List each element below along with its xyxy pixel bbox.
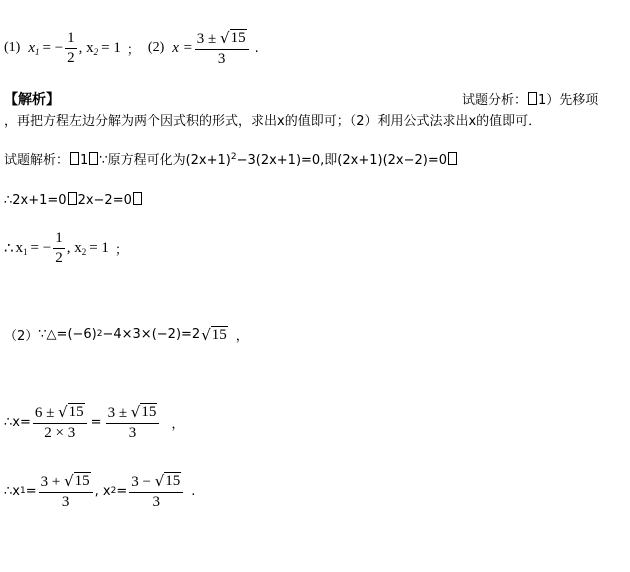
part1-label: (1) bbox=[4, 40, 21, 55]
roots-line: ∴x 1 = 3 + √ 15 3 , x 2 = 3 − √ 15 3 . bbox=[4, 471, 196, 510]
period: . bbox=[254, 40, 259, 56]
solution-line-1: 试题解析： 1 ∵原方程可化为$(2x+1)^2-3(2x+1)=0$,即(2x+1)(2x−2)=0 bbox=[4, 149, 458, 168]
fraction-formula-1: 6 ± √ 15 2 × 3 bbox=[33, 403, 87, 442]
solution-line-3: ∴ $x_1$ = − $\frac{1}{2}$ , $x_2$ = 1 ； bbox=[4, 229, 128, 266]
missing-glyph-icon bbox=[89, 152, 98, 165]
missing-glyph-icon bbox=[68, 192, 77, 205]
fraction-one-half: $\frac{1}{2}$ bbox=[55, 229, 63, 266]
analysis-title: 【解析】 bbox=[4, 92, 60, 108]
x2-var: , $x_2$ bbox=[78, 39, 99, 57]
missing-glyph-icon bbox=[528, 92, 537, 105]
missing-glyph-icon bbox=[70, 152, 79, 165]
solution-line-2: ∴2x+1=0 2x−2=0 bbox=[4, 192, 143, 208]
x-eq: x = bbox=[172, 39, 193, 56]
fraction-answer-2: 3 ± √ 15 3 bbox=[195, 29, 249, 68]
missing-glyph-icon bbox=[133, 192, 142, 205]
answer-line bbox=[4, 28, 259, 68]
eq1: = − bbox=[42, 39, 64, 56]
x2-value: = 1 bbox=[101, 39, 121, 56]
semicolon: ； bbox=[126, 42, 140, 58]
quadratic-formula-line: ∴x= 6 ± √ 15 2 × 3 = 3 ± √ 15 3 ， bbox=[4, 402, 185, 441]
analysis-summary: ，再把方程左边分解为两个因式积的形式，求出x的值即可；（2）利用公式法求出x的值即可． bbox=[4, 114, 542, 129]
analysis-summary-head: 试题分析： 1）先移项 bbox=[462, 93, 599, 108]
fraction-one-half: $\frac{1}{2}$ bbox=[67, 29, 75, 66]
discriminant-line: （2） ∵△=(−6) 2 −4×3×(−2)=2 √ 15 ， bbox=[4, 325, 249, 344]
fraction-formula-2: 3 ± √ 15 3 bbox=[106, 403, 160, 442]
part2-label: (2) bbox=[147, 40, 165, 55]
fraction-root-1: 3 + √ 15 3 bbox=[39, 472, 93, 511]
fraction-root-2: 3 − √ 15 3 bbox=[129, 472, 183, 511]
x1-var: $x_1$ bbox=[28, 39, 40, 57]
missing-glyph-icon bbox=[448, 152, 457, 165]
